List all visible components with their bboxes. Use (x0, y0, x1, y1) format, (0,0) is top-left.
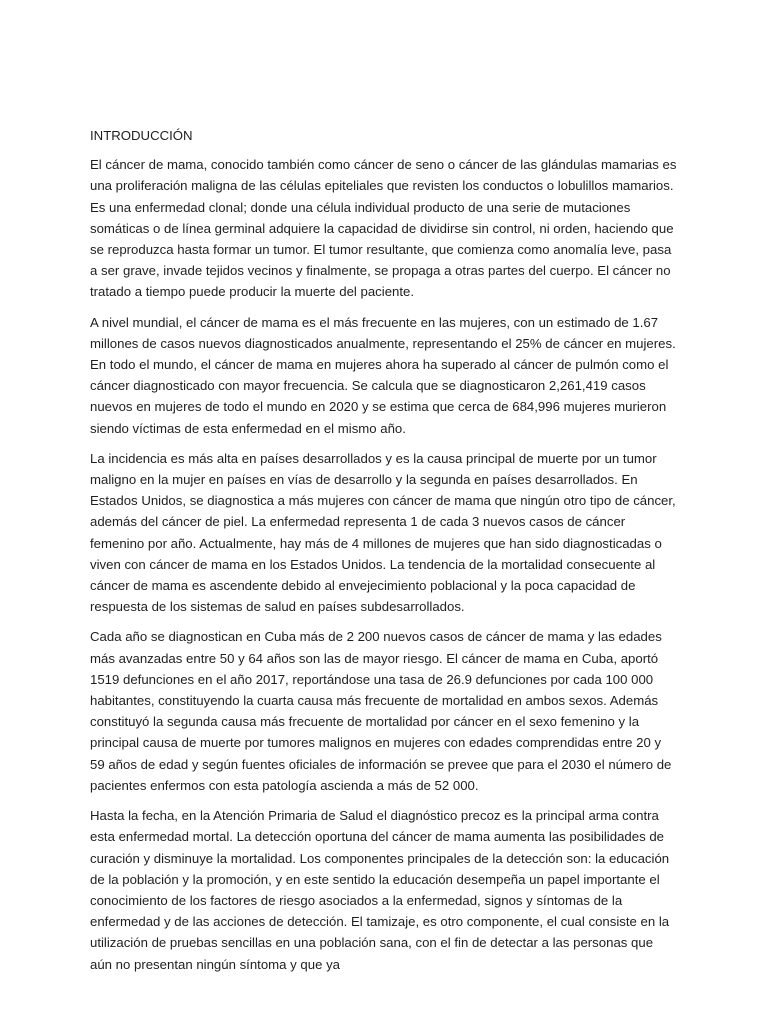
paragraph-early-diagnosis: Hasta la fecha, en la Atención Primaria de Salud el diagnóstico precoz es la principal arma contra esta enfermedad mortal. La detección oportuna del cáncer de mama aumenta las posibilidades de curación y disminuye la mortalidad. Los componentes principales de la detección son: la educación de la población y la promoción, y en este sentido la educación desempeña un papel importante el conocimiento de los factores de riesgo asociados a la enfermedad, signos y síntomas de la enfermedad y de las acciones de detección. El tamizaje, es otro componente, el cual consiste en la utilización de pruebas sencillas en una población sana, con el fin de detectar a las personas que aún no presentan ningún síntoma y que ya (90, 808, 670, 972)
paragraph-cuba-statistics: Cada año se diagnostican en Cuba más de 2 200 nuevos casos de cáncer de mama y las edades más avanzadas entre 50 y 64 años son las de mayor riesgo. El cáncer de mama en Cuba, aportó 1519 defunciones en el año 2017, reportándose una tasa de 26.9 defunciones por cada 100 000 habitantes, constituyendo la cuarta causa más frecuente de mortalidad en ambos sexos. Además constituyó la segunda causa más frecuente de mortalidad por cáncer en el sexo femenino y la principal causa de muerte por tumores malignos en mujeres con edades comprendidas entre 20 y 59 años de edad y según fuentes oficiales de información se prevee que para el 2030 el número de pacientes enfermos con esta patología ascienda a más de 52 000. (90, 629, 672, 793)
paragraph-definition: El cáncer de mama, conocido también como cáncer de seno o cáncer de las glándulas mamarias es una proliferación maligna de las células epiteliales que revisten los conductos o lobulillos mamarios. Es una enfermedad clonal; donde una célula individual producto de una serie de mutaciones somáticas o de línea germinal adquiere la capacidad de dividirse sin control, ni orden, haciendo que se reproduzca hasta formar un tumor. El tumor resultante, que comienza como anomalía leve, pasa a ser grave, invade tejidos vecinos y finalmente, se propaga a otras partes del cuerpo. El cáncer no tratado a tiempo puede producir la muerte del paciente. (90, 157, 677, 300)
section-heading: INTRODUCCIÓN (90, 128, 193, 143)
paragraph-incidence: La incidencia es más alta en países desarrollados y es la causa principal de muerte por un tumor maligno en la mujer en países en vías de desarrollo y la segunda en países desarrollados. En Estados Unidos, se diagnostica a más mujeres con cáncer de mama que ningún otro tipo de cáncer, además del cáncer de piel. La enfermedad representa 1 de cada 3 nuevos casos de cáncer femenino por año. Actualmente, hay más de 4 millones de mujeres que han sido diagnosticadas o viven con cáncer de mama en los Estados Unidos. La tendencia de la mortalidad consecuente al cáncer de mama es ascendente debido al envejecimiento poblacional y la poca capacidad de respuesta de los sistemas de salud en países subdesarrollados. (90, 450, 676, 615)
paragraph-global-statistics: A nivel mundial, el cáncer de mama es el más frecuente en las mujeres, con un estimado de 1.67 millones de casos nuevos diagnosticados anualmente, representando el 25% de cáncer en mujeres. En todo el mundo, el cáncer de mama en mujeres ahora ha superado al cáncer de pulmón como el cáncer diagnosticado con mayor frecuencia. Se calcula que se diagnosticaron 2,261,419 casos nuevos en mujeres de todo el mundo en 2020 y se estima que cerca de 684,996 mujeres murieron siendo víctimas de esta enfermedad en el mismo año. (90, 314, 676, 436)
document-body (90, 125, 678, 984)
